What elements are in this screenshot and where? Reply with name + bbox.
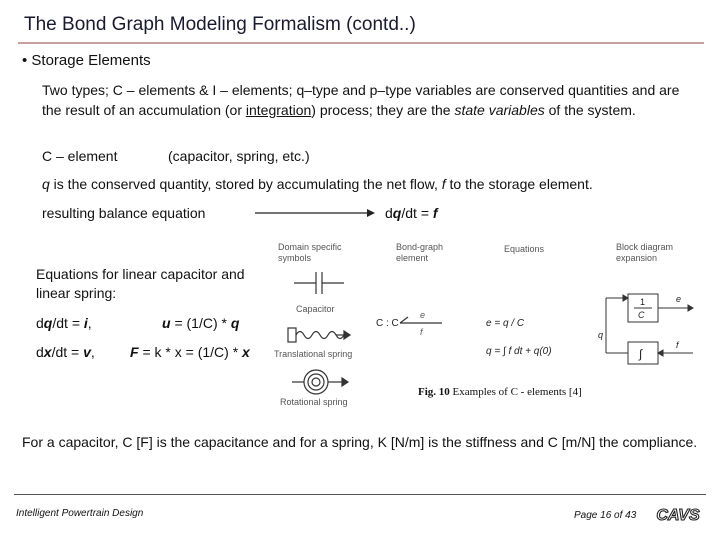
col-header-bondgraph: Bond-graph <box>396 242 444 252</box>
bullet-heading: • Storage Elements <box>22 52 151 69</box>
cavs-logo <box>650 502 706 526</box>
page-number: Page 16 of 43 <box>574 510 637 521</box>
svg-text:e: e <box>676 294 682 304</box>
footer-divider <box>14 494 706 495</box>
balance-equation: dq/dt = f <box>385 205 438 221</box>
spring-force-equation: F = k * x = (1/C) * x <box>130 344 250 360</box>
equations-intro: Equations for linear capacitor and linear spring: <box>36 266 245 301</box>
svg-text:∫: ∫ <box>639 347 643 361</box>
c-element-description: (capacitor, spring, etc.) <box>168 148 310 164</box>
intro-paragraph: Two types; C – elements & I – elements; q–type and p–type variables are conserved quantities and are the result of an accumulation (or integration) process; they are the state variables of the system. <box>42 82 680 118</box>
spring-flow-equation: dx/dt = v, <box>36 344 95 360</box>
balance-equation-label: resulting balance equation <box>42 205 206 221</box>
integration-term: integration <box>245 102 312 118</box>
block-diagram <box>606 294 693 364</box>
svg-text:CAVS: CAVS <box>656 507 700 524</box>
footer-course-title: Intelligent Powertrain Design <box>16 508 144 519</box>
svg-text:C : C: C : C <box>376 318 399 329</box>
right-arrow-icon <box>255 206 375 220</box>
state-equation: q = ∫ f dt + q(0) <box>486 346 552 357</box>
translational-spring-icon <box>288 328 350 342</box>
svg-text:1: 1 <box>640 297 646 307</box>
svg-text:f: f <box>676 340 679 350</box>
col-header-symbols-2: symbols <box>278 253 312 263</box>
capacitor-flow-equation: dq/dt = i, <box>36 315 92 331</box>
closing-paragraph: For a capacitor, C [F] is the capacitance and for a spring, K [N/m] is the stiffness and C [m/N] the compliance. <box>22 434 698 450</box>
rotational-spring-icon <box>292 370 348 394</box>
capacitor-symbol-icon <box>294 272 344 294</box>
svg-text:C: C <box>638 310 645 320</box>
col-header-equations: Equations <box>504 244 545 254</box>
col-header-block: Block diagram <box>616 242 674 252</box>
col-header-symbols: Domain specific <box>278 242 342 252</box>
title-divider <box>18 42 704 44</box>
figure-caption: Fig. 10 Examples of C - elements [4] <box>418 386 582 398</box>
svg-text:q: q <box>598 330 604 340</box>
c-element-label: C – element <box>42 148 118 164</box>
conserved-quantity-sentence: q is the conserved quantity, stored by accumulating the net flow, f to the storage element. <box>42 176 593 192</box>
svg-text:f: f <box>420 327 423 337</box>
c-elements-figure <box>272 238 712 410</box>
svg-text:e: e <box>420 310 426 320</box>
capacitor-effort-equation: u = (1/C) * q <box>162 315 240 331</box>
bond-graph-c-element <box>376 310 442 337</box>
page-title: The Bond Graph Modeling Formalism (contd..) <box>24 14 416 35</box>
translational-spring-label: Translational spring <box>274 349 353 359</box>
col-header-bondgraph-2: element <box>396 253 429 263</box>
effort-equation: e = q / C <box>486 318 525 329</box>
capacitor-label: Capacitor <box>296 304 335 314</box>
rotational-spring-label: Rotational spring <box>280 397 348 407</box>
col-header-block-2: expansion <box>616 253 658 263</box>
